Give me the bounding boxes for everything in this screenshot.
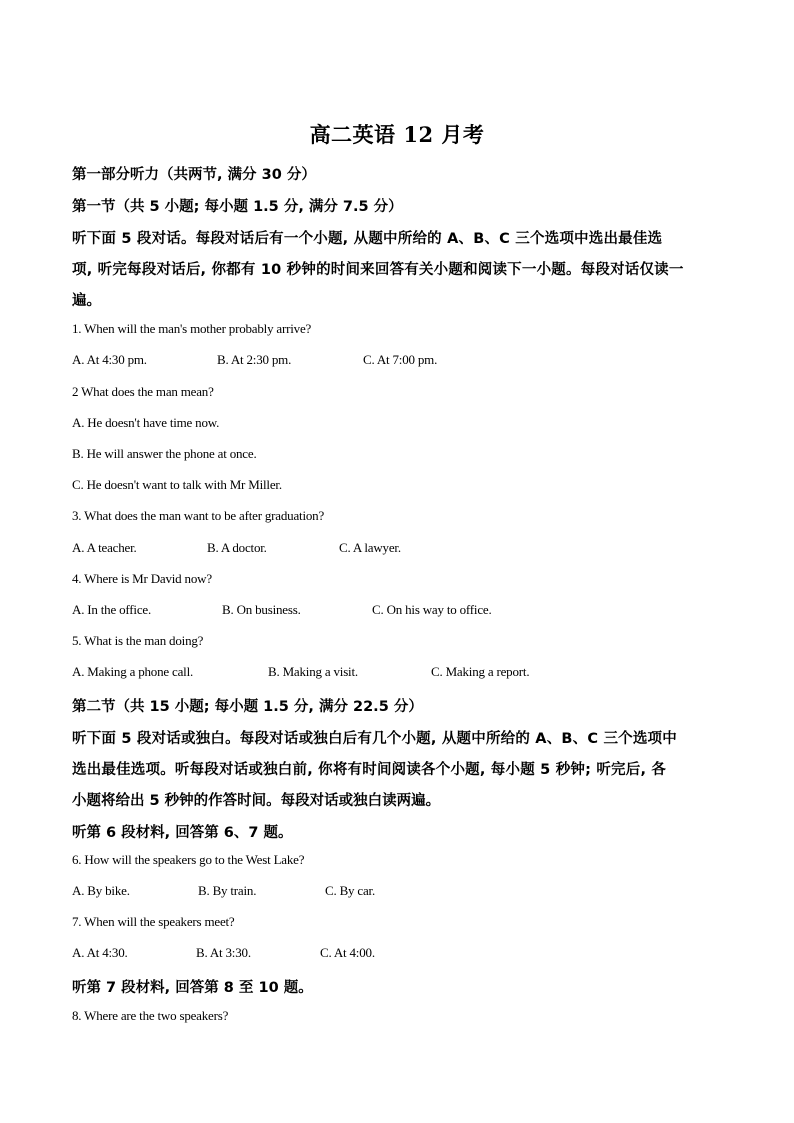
- option-b: B. On business.: [222, 602, 301, 617]
- section1-instruction-line: 听下面 5 段对话。每段对话后有一个小题, 从题中所给的 A、B、C 三个选项中选出最佳选: [72, 231, 663, 247]
- option-c: C. A lawyer.: [339, 540, 401, 555]
- question-text: 8. Where are the two speakers?: [72, 1008, 229, 1023]
- section2-instruction-line: 听下面 5 段对话或独白。每段对话或独白后有几个小题, 从题中所给的 A、B、C 三个选项中: [72, 731, 677, 747]
- material-heading: 听第 6 段材料, 回答第 6、7 题。: [72, 825, 293, 841]
- section1-instruction-line: 项, 听完每段对话后, 你都有 10 秒钟的时间来回答有关小题和阅读下一小题。每段对话仅读一: [72, 262, 684, 278]
- option-b: B. At 2:30 pm.: [217, 352, 292, 367]
- question-text: 6. How will the speakers go to the West Lake?: [72, 852, 305, 867]
- option-a: A. At 4:30 pm.: [72, 352, 147, 367]
- question-text: 7. When will the speakers meet?: [72, 914, 235, 929]
- option-b: B. A doctor.: [207, 540, 267, 555]
- section2-instruction-line: 选出最佳选项。听每段对话或独白前, 你将有时间阅读各个小题, 每小题 5 秒钟; 听完后, 各: [72, 762, 667, 778]
- question-text: 2 What does the man mean?: [72, 384, 214, 399]
- material-heading: 听第 7 段材料, 回答第 8 至 10 题。: [72, 980, 313, 996]
- option-b: B. Making a visit.: [268, 664, 358, 679]
- option-b: B. At 3:30.: [196, 945, 251, 960]
- part1-heading: 第一部分听力（共两节, 满分 30 分）: [72, 167, 316, 183]
- option-c: C. On his way to office.: [372, 602, 492, 617]
- question-text: 1. When will the man's mother probably arrive?: [72, 321, 312, 336]
- option-a: A. In the office.: [72, 602, 152, 617]
- option-c: C. He doesn't want to talk with Mr Miller.: [72, 477, 282, 492]
- option-a: A. A teacher.: [72, 540, 137, 555]
- option-b: B. By train.: [198, 883, 257, 898]
- option-a: A. He doesn't have time now.: [72, 415, 220, 430]
- option-c: C. By car.: [325, 883, 375, 898]
- question-text: 3. What does the man want to be after graduation?: [72, 508, 325, 523]
- question-text: 5. What is the man doing?: [72, 633, 204, 648]
- option-a: A. At 4:30.: [72, 945, 128, 960]
- option-a: A. Making a phone call.: [72, 664, 194, 679]
- section2-heading: 第二节（共 15 小题; 每小题 1.5 分, 满分 22.5 分）: [72, 699, 423, 715]
- section1-heading: 第一节（共 5 小题; 每小题 1.5 分, 满分 7.5 分）: [72, 199, 403, 215]
- option-c: C. At 7:00 pm.: [363, 352, 438, 367]
- section2-instruction-line: 小题将给出 5 秒钟的作答时间。每段对话或独白读两遍。: [72, 793, 441, 809]
- section1-instruction-line: 遍。: [72, 293, 101, 309]
- option-b: B. He will answer the phone at once.: [72, 446, 257, 461]
- option-a: A. By bike.: [72, 883, 130, 898]
- question-text: 4. Where is Mr David now?: [72, 571, 212, 586]
- option-c: C. At 4:00.: [320, 945, 375, 960]
- option-c: C. Making a report.: [431, 664, 530, 679]
- page-title: 高二英语 12 月考: [309, 122, 485, 147]
